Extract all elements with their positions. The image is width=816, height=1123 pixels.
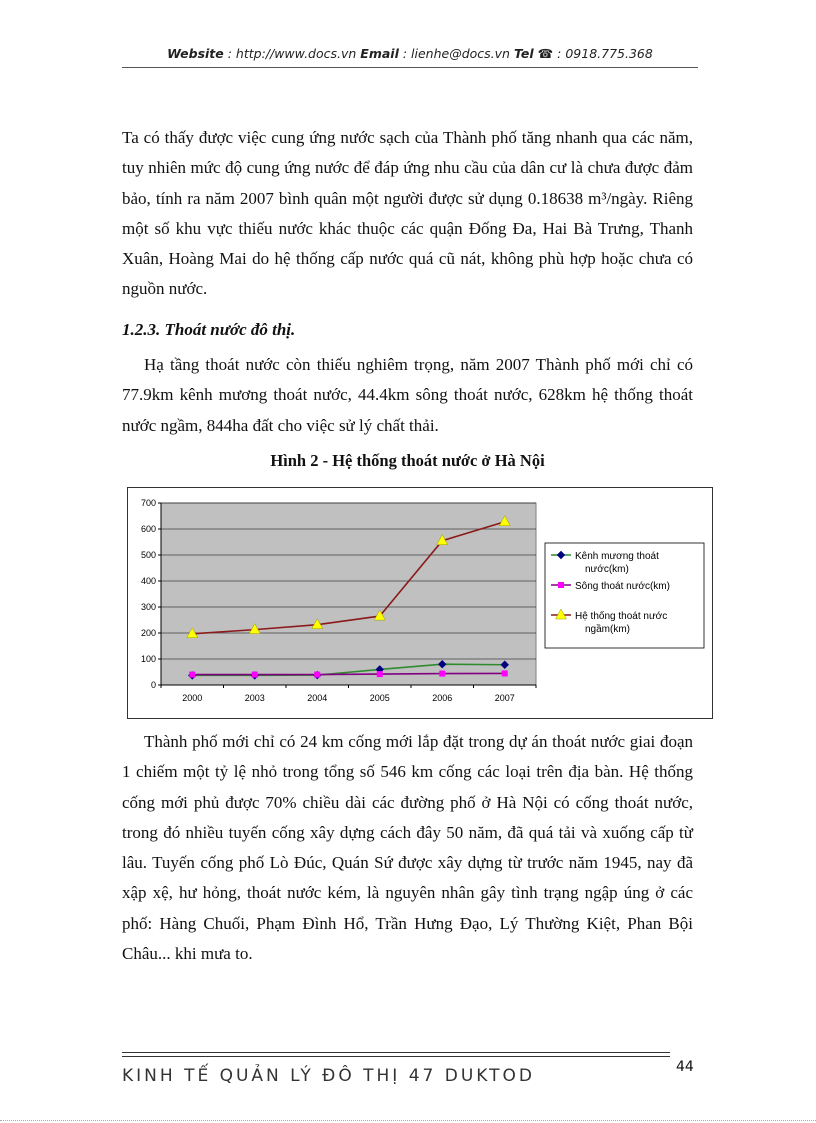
- data-point-s1: [252, 672, 258, 678]
- x-tick-label: 2004: [307, 693, 328, 703]
- email-value[interactable]: : lienhe@docs.vn: [398, 46, 514, 61]
- legend-label: Hệ thống thoát nước: [575, 611, 668, 622]
- footer-clipped-text: KINH TẾ QUẢN LÝ ĐÔ THỊ 47 DUKTOD: [122, 1066, 535, 1086]
- y-tick-label: 400: [140, 576, 156, 586]
- website-value[interactable]: : http://www.docs.vn: [223, 46, 361, 61]
- chart-canvas: [128, 488, 712, 718]
- y-tick-label: 0: [150, 680, 156, 690]
- page-edge-dotted-line: [0, 1120, 816, 1121]
- data-point-s1: [314, 672, 320, 678]
- tel-value: : 0918.775.368: [553, 46, 653, 61]
- y-tick-label: 200: [140, 628, 156, 638]
- y-tick-label: 500: [140, 550, 156, 560]
- paragraph-water-supply: Ta có thấy được việc cung ứng nước sạch của Thành phố tăng nhanh qua các năm, tuy nhiên mức độ cung ứng nước để đáp ứng nhu cầu của dân cư là chưa được đảm bảo, tính ra năm 2007 bình quân một người được sử dụng 0.18638 m³/ngày. Riêng một số khu vực thiếu nước khác thuộc các quận Đống Đa, Hai Bà Trưng, Thanh Xuân, Hoàng Mai do hệ thống cấp nước quá cũ nát, không phù hợp hoặc chưa có nguồn nước.: [122, 128, 693, 299]
- x-tick-label: 2000: [182, 693, 203, 703]
- section-title: 1.2.3. Thoát nước đô thị.: [122, 320, 296, 339]
- y-tick-label: 700: [140, 498, 156, 508]
- tel-label: Tel: [513, 46, 534, 61]
- legend-marker: [558, 582, 564, 588]
- y-tick-label: 300: [140, 602, 156, 612]
- footer-divider-top: [122, 1052, 670, 1053]
- email-label: Email: [360, 46, 399, 61]
- paragraph-drainage-infra: Hạ tầng thoát nước còn thiếu nghiêm trọng, năm 2007 Thành phố mới chỉ có 77.9km kênh mương thoát nước, 44.4km sông thoát nước, 628km hệ thống thoát nước ngầm, 844ha đất cho việc sử lý chất thải.: [122, 355, 693, 435]
- x-tick-label: 2005: [369, 693, 390, 703]
- data-point-s1: [377, 671, 383, 677]
- legend-label: Kênh mương thoát: [575, 551, 659, 562]
- paragraph-sewer-status: Thành phố mới chỉ có 24 km cống mới lắp đặt trong dự án thoát nước giai đoạn 1 chiếm một tỷ lệ nhỏ trong tổng số 546 km cống các loại trên địa bàn. Hệ thống cống mới phủ được 70% chiều dài các đường phố ở Hà Nội có cống thoát nước, trong đó nhiều tuyến cống xây dựng cách đây 50 năm, đã quá tải và xuống cấp từ lâu. Tuyến cống phố Lò Đúc, Quán Sứ được xây dựng từ trước năm 1945, nay đã xập xệ, hư hỏng, thoát nước kém, là nguyên nhân gây tình trạng ngập úng ở các phố: Hàng Chuối, Phạm Đình Hổ, Trần Hưng Đạo, Lý Thường Kiệt, Phan Bội Châu... khi mưa to.: [122, 732, 693, 964]
- header-divider: [122, 67, 698, 68]
- phone-icon: ☎: [537, 46, 554, 61]
- x-tick-label: 2006: [432, 693, 453, 703]
- legend-label: ngầm(km): [585, 624, 631, 635]
- data-point-s1: [439, 671, 445, 677]
- legend-label: Sông thoát nước(km): [575, 581, 670, 592]
- page-number: 44: [676, 1059, 694, 1075]
- x-tick-label: 2003: [244, 693, 265, 703]
- figure-caption: Hình 2 - Hệ thống thoát nước ở Hà Nội: [270, 451, 545, 470]
- data-point-s1: [502, 670, 508, 676]
- y-tick-label: 100: [140, 654, 156, 664]
- drainage-chart: [127, 487, 713, 719]
- plot-area: [161, 503, 536, 685]
- x-tick-label: 2007: [494, 693, 515, 703]
- website-label: Website: [167, 46, 224, 61]
- y-tick-label: 600: [140, 524, 156, 534]
- data-point-s1: [189, 672, 195, 678]
- legend-label: nước(km): [585, 564, 629, 575]
- page-header: [122, 46, 698, 61]
- footer-divider-bottom: [122, 1056, 670, 1057]
